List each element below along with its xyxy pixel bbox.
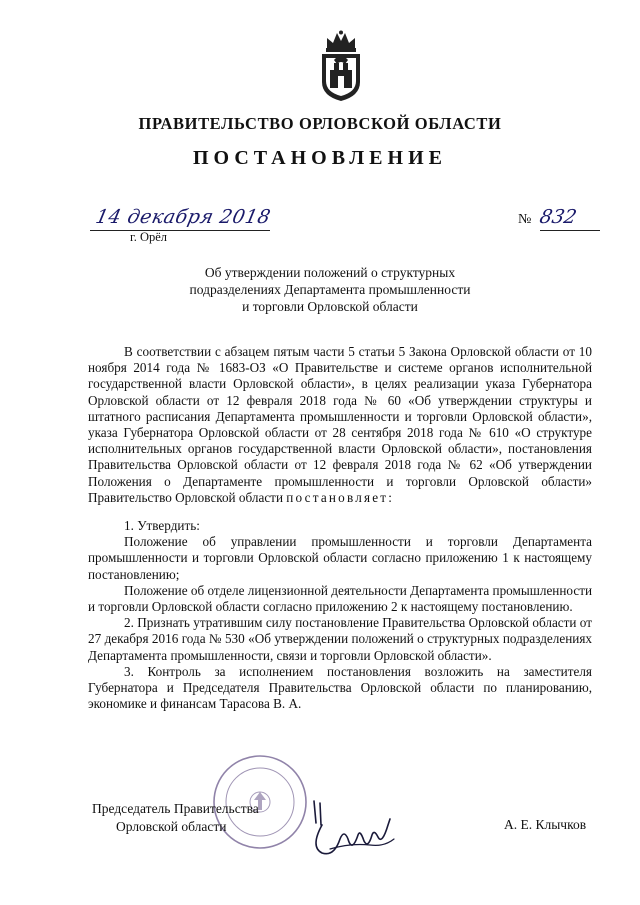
handwritten-number: 832: [537, 206, 579, 228]
date-field: [90, 206, 280, 234]
subject-line: подразделениях Департамента промышленности: [189, 282, 471, 297]
item-2: 2. Признать утратившим силу постановление Правительства Орловской области от 27 декабря 2016 года № 530 «Об утверждении положений о структурных подразделениях Департамента промышленности, связи и торговли Орловской области».: [88, 615, 592, 663]
item-1b: Положение об отделе лицензионной деятельности Департамента промышленности и торговли Орловской области согласно приложению 2 к настоящему постановлению.: [88, 582, 593, 615]
position-line: Орловской области: [116, 819, 227, 834]
subject-line: и торговли Орловской области: [242, 299, 418, 314]
document-number-field: [518, 208, 608, 232]
document-body: [88, 344, 592, 712]
signatory-name: А. Е. Клычков: [504, 817, 587, 832]
preamble-paragraph: [88, 344, 592, 506]
city-label: г. Орёл: [130, 230, 168, 244]
item-1: 1. Утвердить:: [124, 518, 200, 534]
subject-line: Об утверждении положений о структурных: [204, 265, 456, 280]
document-type-title: ПОСТАНОВЛЕНИЕ: [193, 147, 447, 169]
preamble-verb: постановляет:: [286, 489, 395, 505]
handwritten-date: 14 декабря 2018: [93, 206, 273, 228]
handwritten-signature: [300, 795, 400, 867]
preamble-text: В соответствии с абзацем пятым части 5 статьи 5 Закона Орловской области от 10 ноября 2014 года № 1683-ОЗ «О Правительстве и системе органов исполнительной государственной власти Орловской области», в целях реализации указа Губернатора Орловской области от 12 февраля 2018 года № 60 «Об утверждении структуры и штатного расписания Департамента промышленности и торговли Орловской области», указа Губернатора Орловской области от 28 сентября 2018 года № 610 «О структуре исполнительных органов государственной власти Орловской области», постановления Правительства Орловской области от 12 февраля 2018 года № 62 «Об утверждении Положения о Департаменте промышленности и торговли Орловской области» Правительство Орловской области: [88, 344, 592, 505]
organization-title: ПРАВИТЕЛЬСТВО ОРЛОВСКОЙ ОБЛАСТИ: [138, 114, 502, 133]
number-underline: [540, 230, 600, 231]
number-label: №: [518, 212, 532, 227]
item-1a: Положение об управлении промышленности и торговли Департамента промышленности и торговли Орловской области согласно приложению 1 к настоящему постановлению;: [88, 534, 592, 582]
document-subject: [150, 264, 510, 315]
date-underline: [90, 230, 270, 231]
item-3: 3. Контроль за исполнением постановления возложить на заместителя Губернатора и Председателя Правительства Орловской области по планированию, экономике и финансам Тарасова В. А.: [88, 663, 592, 712]
signatory-position: [92, 800, 259, 836]
position-line: Председатель Правительства: [92, 801, 259, 816]
coat-of-arms-icon: [318, 30, 364, 102]
